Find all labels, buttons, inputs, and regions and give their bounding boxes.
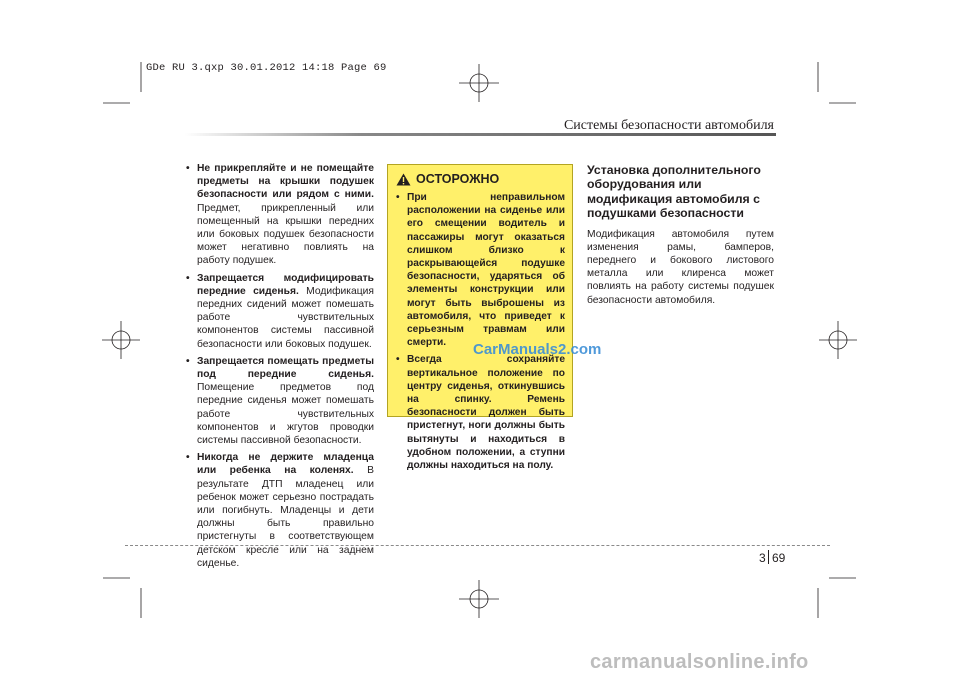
list-item-bold: Запрещается модифицировать передние сиденья. <box>197 272 374 297</box>
left-column <box>186 162 374 574</box>
list-item <box>186 451 374 570</box>
print-slug: GDe RU 3.qxp 30.01.2012 14:18 Page 69 <box>146 62 387 74</box>
list-item <box>186 272 374 351</box>
bullet-marker: • <box>186 452 190 464</box>
list-item <box>186 355 374 447</box>
page-section-number: 3 <box>759 551 766 565</box>
registration-mark-left <box>102 321 140 359</box>
list-item-text: В результате ДТП младенец или ребенок может серьезно пострадать или погибнуть. Младенцы и дети должны быть правильно пристегнуты в соответствующем детском кресле или на заднем сиденье. <box>197 465 375 569</box>
list-item-text: Помещение предметов под передние сиденья может помешать работе чувствительных компонентов и жгутов проводки системы пассивной безопасности. <box>197 382 374 447</box>
bullet-marker: • <box>186 163 190 174</box>
warning-triangle-icon <box>396 173 411 186</box>
footer-dashed-rule <box>125 545 830 546</box>
list-item-text: Модификация передних сидений может помешать работе чувствительных компонентов системы пассивной безопасности или боковых подушек. <box>197 285 374 350</box>
footer-site-watermark: carmanualsonline.info <box>590 651 809 673</box>
page-number-divider <box>768 550 769 564</box>
warning-box <box>387 164 573 472</box>
warning-title: ОСТОРОЖНО <box>416 172 500 186</box>
registration-mark-bottom <box>459 580 499 618</box>
list-item-bold: Запрещается помещать предметы под передние сиденья. <box>197 355 374 381</box>
bullet-marker: • <box>186 272 190 284</box>
warning-item-text: Всегда сохраняйте вертикальное положение по центру сиденья, откинувшись на спинку. Ремень безопасности должен быть пристегнут, ноги должны быть вытянуты и находиться в удобном положении, а ступни должны находиться на полу. <box>407 354 565 472</box>
registration-mark-top <box>459 64 499 102</box>
right-column <box>587 163 774 307</box>
list-item-bold: Никогда не держите младенца или ребенка на коленях. <box>197 452 374 477</box>
registration-mark-right <box>819 321 857 359</box>
bullet-marker: • <box>186 355 190 367</box>
warning-item <box>396 191 565 349</box>
watermark: CarManuals2.com <box>473 341 602 358</box>
warning-item <box>396 353 565 472</box>
bullet-marker: • <box>396 354 400 366</box>
section-title: Системы безопасности автомобиля <box>563 118 774 133</box>
right-heading: Установка дополнительного оборудования или модификация автомобиля с подушками безопасности <box>587 163 761 221</box>
bullet-marker: • <box>396 192 400 203</box>
list-item <box>186 162 374 268</box>
list-item-text: Предмет, прикрепленный или помещенный на крышки передних или боковых подушек безопасности может негативно повлиять на работу подушек. <box>197 202 374 267</box>
list-item-bold: Не прикрепляйте и не помещайте предметы на крышки подушек безопасности или рядом с ними. <box>197 163 374 201</box>
warning-header <box>396 172 565 186</box>
warning-item-text: При неправильном расположении на сиденье или его смещении водитель и пассажиры могут оказаться слишком близко к раскрывающейся подушке безопасности, ударяться об элементы конструкции или могут быть выброшены из автомобиля, что приведет к серьезным травмам или смерти. <box>407 192 565 349</box>
page-number: 69 <box>772 551 786 565</box>
header-rule <box>185 133 776 136</box>
right-body: Модификация автомобиля путем изменения рамы, бамперов, переднего и бокового листового металла или клиренса может повлиять на работу системы подушек безопасности автомобиля. <box>587 228 774 306</box>
